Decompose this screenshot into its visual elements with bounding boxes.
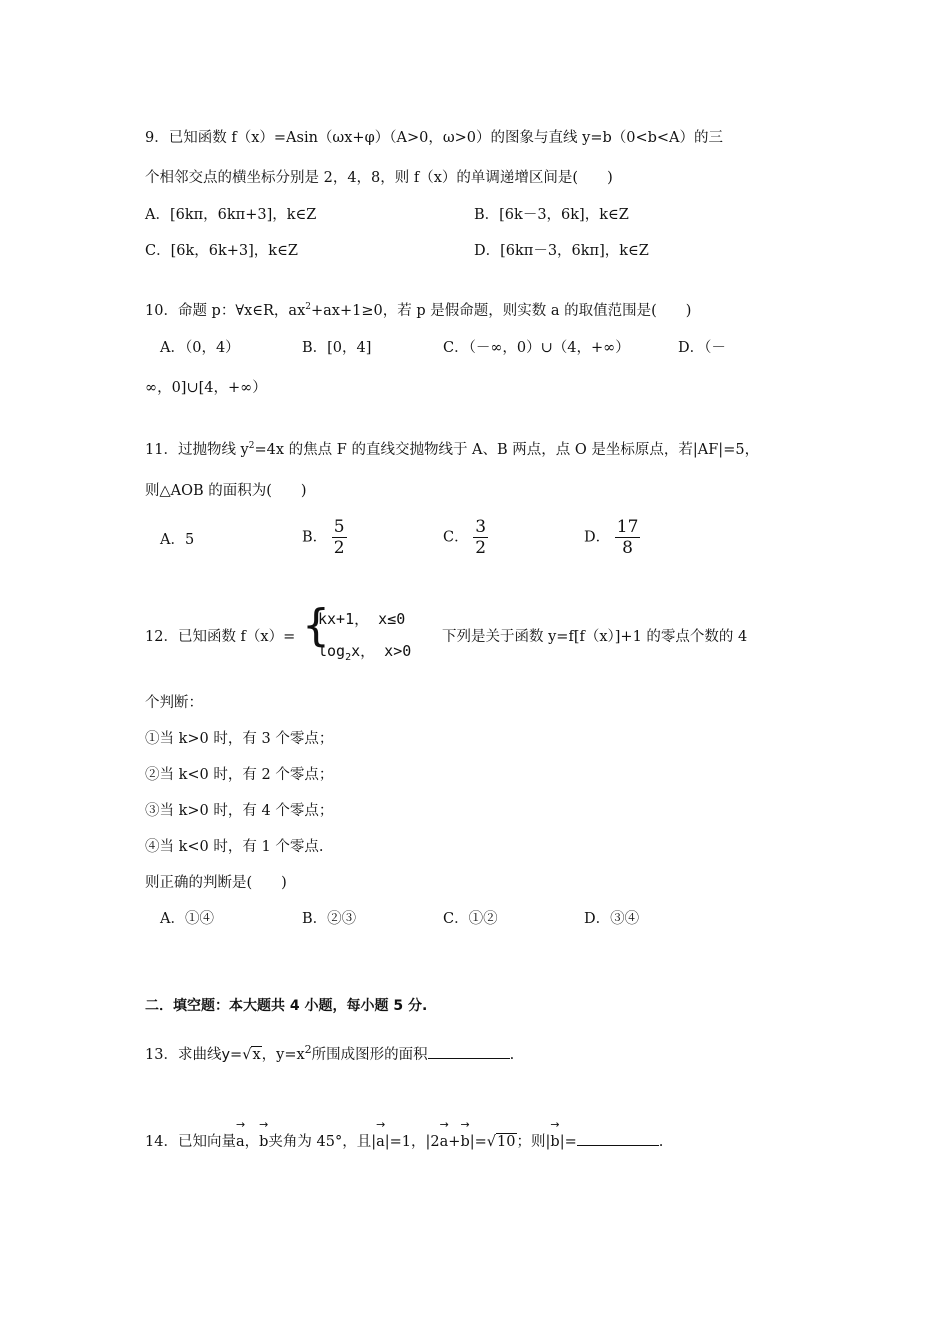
q11-option-d: D． $\frac{17}{8}$ xyxy=(584,517,639,558)
q9-option-a: A．[6kπ，6kπ+3]，k∈Z xyxy=(145,207,317,223)
q10-option-d-continued: ∞，0]∪[4，+∞） xyxy=(145,380,267,396)
q12-option-c: C．①② xyxy=(443,911,498,927)
q10-option-c: C．（－∞，0）∪（4，+∞） xyxy=(443,340,630,356)
vector-a: → a xyxy=(440,1128,449,1152)
q12-question: 则正确的判断是( ) xyxy=(145,875,287,891)
vector-a: → a xyxy=(376,1128,385,1152)
vector-b: → b xyxy=(259,1128,268,1152)
q11-option-d-fraction: $\frac{17}{8}$ xyxy=(616,517,639,558)
q11-option-c-fraction: $\frac{3}{2}$ xyxy=(475,517,487,558)
q9-option-d: D．[6kπ－3，6kπ]，k∈Z xyxy=(474,243,649,259)
section-2-heading: 二．填空题：本大题共 4 小题，每小题 5 分. xyxy=(145,998,428,1014)
vector-b: → b xyxy=(550,1128,559,1152)
q10-option-b: B．[0，4] xyxy=(302,340,372,356)
q10-option-a: A．（0，4） xyxy=(160,340,240,356)
q9-stem-line1: 9．已知函数 f（x）=Asin（ωx+φ）（A>0，ω>0）的图象与直线 y=b（0<b<A）的三 xyxy=(145,130,724,146)
q14-answer-blank[interactable] xyxy=(577,1131,659,1146)
q12-option-d: D．③④ xyxy=(584,911,640,927)
q12-stem-line2: 个判断： xyxy=(145,695,203,711)
q9-option-c: C．[6k，6k+3]，k∈Z xyxy=(145,243,298,259)
q12-case-1: kx+1， x≤0 xyxy=(318,610,406,628)
q11-option-b: B． $\frac{5}{2}$ xyxy=(302,517,345,558)
q12-stem-prefix: 12．已知函数 f（x）= xyxy=(145,629,296,645)
q9-option-b: B．[6k－3，6k]，k∈Z xyxy=(474,207,629,223)
q12-case-2: $\log_2x$， x>0 xyxy=(318,642,412,663)
q12-judgment-3: ③当 k>0 时，有 4 个零点； xyxy=(145,803,334,819)
vector-a: → a xyxy=(236,1128,245,1152)
q13-stem: 13．求曲线y=√x，$y=x^2$所围成图形的面积 . xyxy=(145,1043,515,1063)
q12-option-b: B．②③ xyxy=(302,911,357,927)
q12-judgment-1: ①当 k>0 时，有 3 个零点； xyxy=(145,731,334,747)
q11-stem-line2: 则△AOB 的面积为( ) xyxy=(145,483,307,499)
q11-option-a: A．5 xyxy=(160,532,195,548)
q10-option-d: D．（－ xyxy=(678,340,726,356)
q12-judgment-2: ②当 k<0 时，有 2 个零点； xyxy=(145,767,334,783)
q12-stem-suffix: 下列是关于函数 y=f[f（x）]+1 的零点个数的 4 xyxy=(442,629,748,645)
q11-option-b-fraction: $\frac{5}{2}$ xyxy=(333,517,345,558)
q10-stem: 10．命题 p：∀x∈R，$ax^2+ax+1\ge 0$，若 p 是假命题，则实数 a 的取值范围是( ) xyxy=(145,302,692,319)
q13-sqrt: √x xyxy=(242,1047,261,1063)
q13-answer-blank[interactable] xyxy=(428,1044,510,1059)
q11-option-c: C． $\frac{3}{2}$ xyxy=(443,517,487,558)
q14-sqrt: √10 xyxy=(486,1134,516,1150)
q12-option-a: A．①④ xyxy=(160,911,214,927)
q14-stem: 14．已知向量→ a，→ b夹角为 45°，且|→ a|=1，|2→ a+→ b|=√10；则|→ b|= . xyxy=(145,1128,663,1152)
q9-stem-line2: 个相邻交点的横坐标分别是 2，4，8，则 f（x）的单调递增区间是( ) xyxy=(145,170,613,186)
q12-judgment-4: ④当 k<0 时，有 1 个零点. xyxy=(145,839,324,855)
vector-b: → b xyxy=(460,1128,469,1152)
q12-piecewise-brace: { xyxy=(302,600,330,651)
q11-stem-line1: 11．过抛物线 $y^2=4x$ 的焦点 F 的直线交抛物线于 A、B 两点，点 O 是坐标原点，若|AF|=5， xyxy=(145,441,760,458)
